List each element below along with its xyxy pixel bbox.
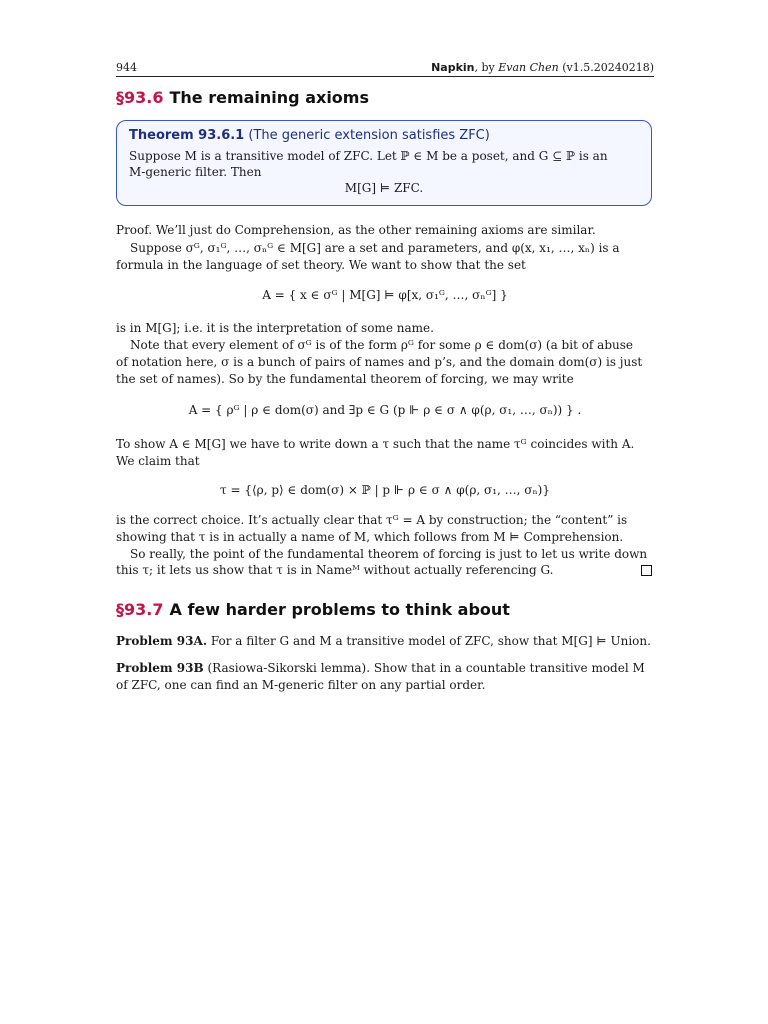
equation-forcing-a: A = { ρᴳ | ρ ∈ dom(σ) and ∃p ∈ G (p ⊩ ρ ∈ σ ∧ φ(ρ, σ₁, …, σₙ)) } . [188,403,582,417]
theorem-line-2: M-generic filter. Then [129,165,262,179]
equation-tau: τ = {⟨ρ, p⟩ ∈ dom(σ) × ℙ | p ⊩ ρ ∈ σ ∧ φ(ρ, σ₁, …, σₙ)} [220,483,550,497]
problem-93a [116,633,654,649]
proof-paragraph-6-line-1: is the correct choice. It’s actually clear that τᴳ = A by construction; the “content” is [116,513,628,527]
problem-93b-line-1 [116,660,654,676]
page-number: 944 [116,61,137,74]
running-title: Napkin, by Evan Chen (v1.5.20240218) [431,61,654,74]
theorem-line-1: Suppose M is a transitive model of ZFC. Let ℙ ∈ M be a poset, and G ⊆ ℙ is an [129,149,608,163]
section-heading-93-7 [116,600,510,619]
theorem-name: (The generic extension satisfies ZFC) [248,128,490,143]
proof-paragraph-1: Proof. We’ll just do Comprehension, as the other remaining axioms are similar. [116,223,596,237]
proof-paragraph-4-line-2: of notation here, σ is a bunch of pairs of names and p’s, and the domain dom(σ) is just [116,355,643,369]
theorem-title [129,128,490,143]
proof-paragraph-7-line-1: So really, the point of the fundamental theorem of forcing is just to let us write down [130,547,648,561]
problem-93b-line-2: of ZFC, one can find an M-generic filter on any partial order. [116,678,486,692]
section-number: §93.7 [116,600,164,619]
problem-label: Problem 93B [116,661,204,675]
section-title: The remaining axioms [169,88,369,107]
book-title: Napkin [431,61,475,74]
version-label: (v1.5.20240218) [558,61,654,74]
proof-paragraph-5-line-1: To show A ∈ M[G] we have to write down a τ such that the name τᴳ coincides with A. [116,437,635,451]
qed-symbol [641,565,652,576]
proof-paragraph-2-line-1: Suppose σᴳ, σ₁ᴳ, …, σₙᴳ ∈ M[G] are a set and parameters, and φ(x, x₁, …, xₙ) is a [130,241,620,255]
problem-text: Show that in a countable transitive model M [373,661,645,675]
proof-paragraph-7-line-2: this τ; it lets us show that τ is in Nameᴹ without actually referencing G. [116,563,554,577]
section-number: §93.6 [116,88,164,107]
problem-name: (Rasiowa-Sikorski lemma). [207,661,371,675]
proof-paragraph-3: is in M[G]; i.e. it is the interpretation of some name. [116,321,434,335]
running-header [116,60,654,77]
proof-paragraph-4-line-1: Note that every element of σᴳ is of the form ρᴳ for some ρ ∈ dom(σ) (a bit of abuse [130,338,634,352]
section-title: A few harder problems to think about [169,600,510,619]
author-name: Evan Chen [498,61,559,74]
proof-paragraph-2-line-2: formula in the language of set theory. We want to show that the set [116,258,526,272]
problem-label: Problem 93A. [116,634,207,648]
theorem-formula: M[G] ⊨ ZFC. [344,181,424,195]
section-heading-93-6 [116,88,369,107]
proof-paragraph-5-line-2: We claim that [116,454,200,468]
equation-set-a: A = { x ∈ σᴳ | M[G] ⊨ φ[x, σ₁ᴳ, …, σₙᴳ] } [262,288,508,302]
problem-text: For a filter G and M a transitive model of ZFC, show that M[G] ⊨ Union. [210,634,651,648]
theorem-box [116,120,652,206]
theorem-label: Theorem 93.6.1 [129,128,245,143]
proof-paragraph-6-line-2: showing that τ is in actually a name of M, which follows from M ⊨ Comprehension. [116,530,624,544]
proof-paragraph-4-line-3: the set of names). So by the fundamental theorem of forcing, we may write [116,372,574,386]
